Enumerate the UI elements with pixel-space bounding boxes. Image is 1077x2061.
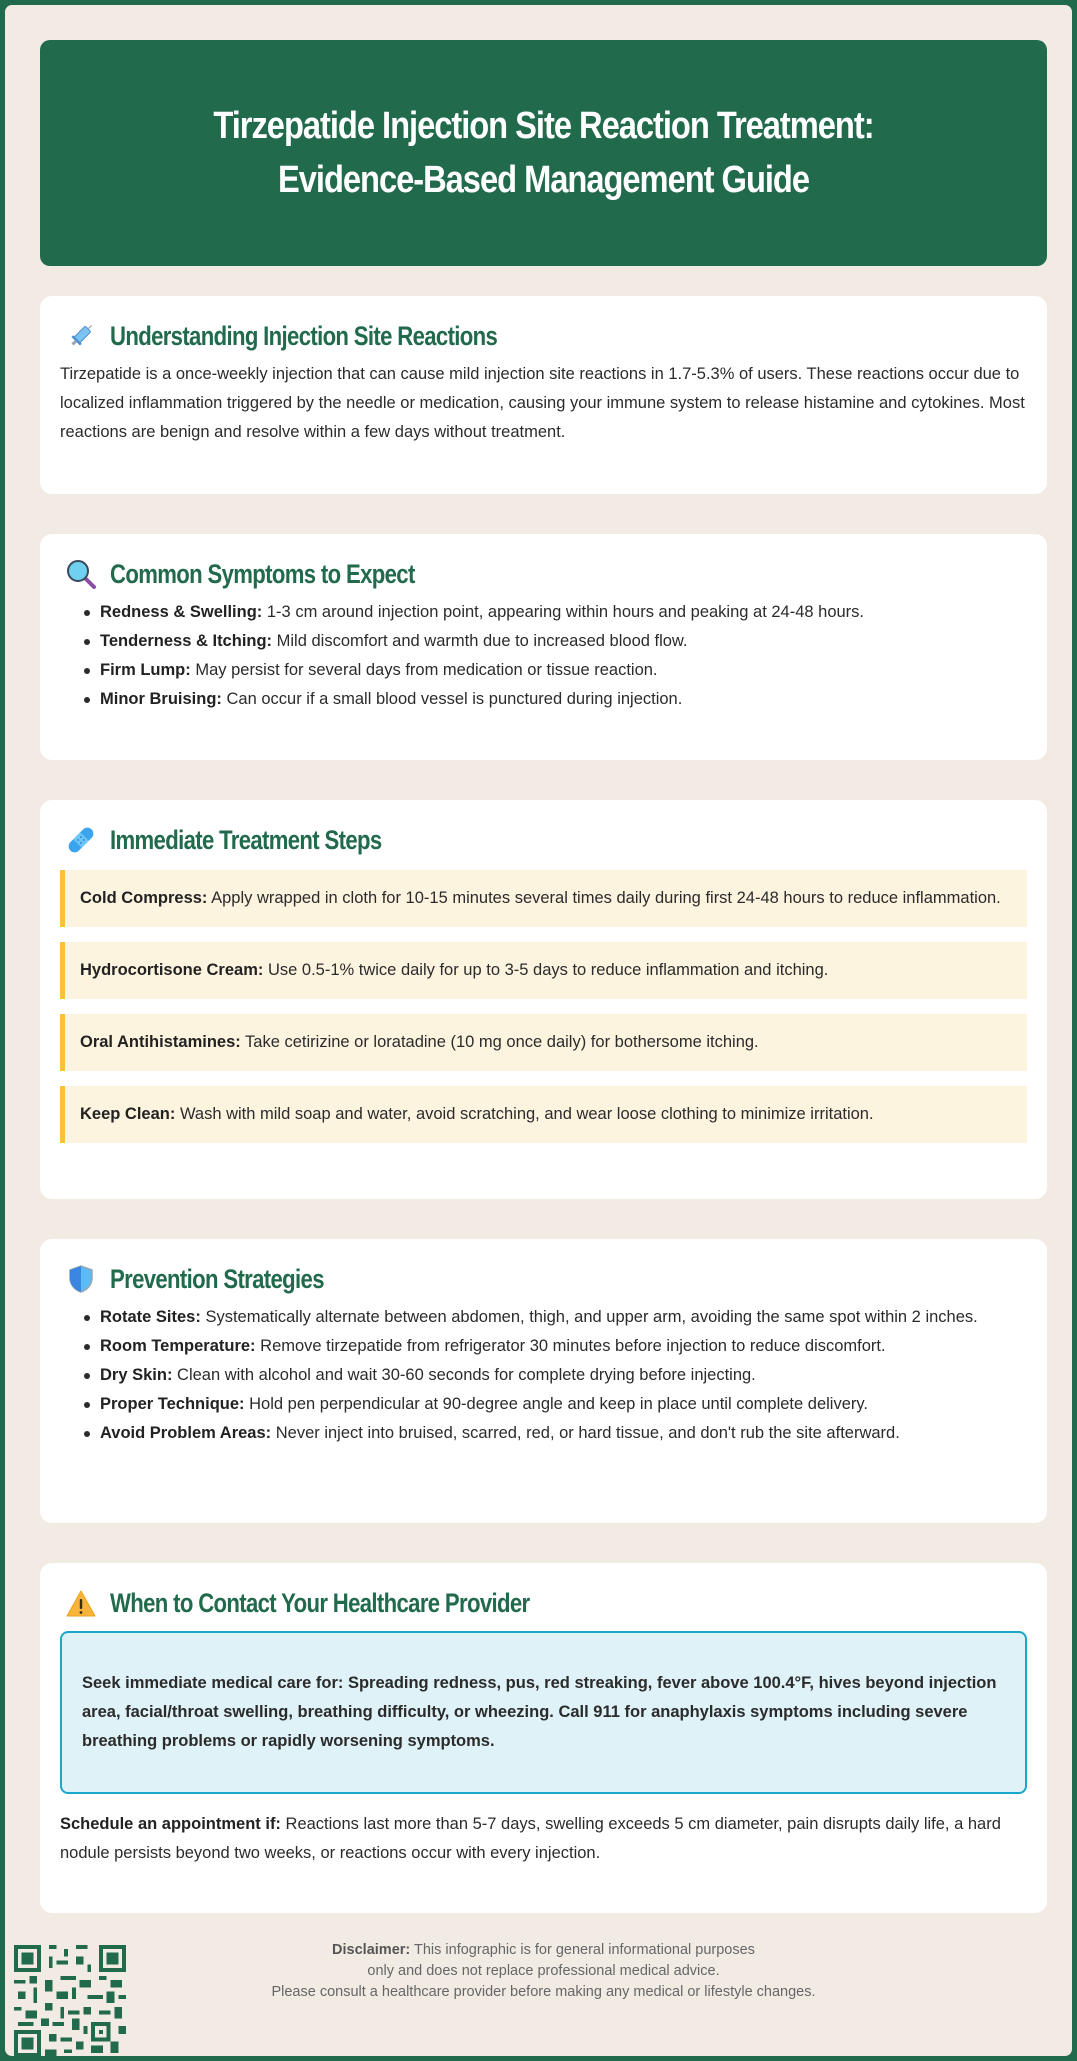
list-item: Tenderness & Itching: Mild discomfort and warmth due to increased blood flow.: [80, 627, 1027, 656]
warning-icon: [64, 1586, 98, 1620]
syringe-icon: [64, 319, 98, 353]
magnifier-icon: [64, 557, 98, 591]
list-item: Minor Bruising: Can occur if a small blood vessel is punctured during injection.: [80, 685, 1027, 714]
card-symptoms: [40, 534, 1047, 760]
list-item: Avoid Problem Areas: Never inject into bruised, scarred, red, or hard tissue, and don't rub the site afterward.: [80, 1419, 1027, 1448]
list-item: Room Temperature: Remove tirzepatide from refrigerator 30 minutes before injection to reduce discomfort.: [80, 1332, 1027, 1361]
prevention-list: [60, 1303, 1027, 1448]
list-item: Dry Skin: Clean with alcohol and wait 30-60 seconds for complete drying before injecting.: [80, 1361, 1027, 1390]
schedule-note: Schedule an appointment if: Reactions last more than 5-7 days, swelling exceeds 5 cm diameter, pain disrupts daily life, a hard nodule persists beyond two weeks, or reactions occur with every injection.: [60, 1815, 1001, 1862]
treatment-step: Oral Antihistamines: Take cetirizine or loratadine (10 mg once daily) for bothersome itching.: [60, 1014, 1027, 1071]
shield-icon: [64, 1262, 98, 1296]
list-item: Proper Technique: Hold pen perpendicular at 90-degree angle and keep in place until complete delivery.: [80, 1390, 1027, 1419]
section-body: Tirzepatide is a once-weekly injection that can cause mild injection site reactions in 1.7-5.3% of users. These reactions occur due to localized inflammation triggered by the needle or medication, causing your immune system to release histamine and cytokines. Most reactions are benign and resolve within a few days without treatment.: [60, 365, 1025, 441]
list-item: Firm Lump: May persist for several days from medication or tissue reaction.: [80, 656, 1027, 685]
section-title: Prevention Strategies: [110, 1263, 324, 1294]
treatment-step: Keep Clean: Wash with mild soap and water, avoid scratching, and wear loose clothing to minimize irritation.: [60, 1086, 1027, 1143]
disclaimer: Disclaimer: This infographic is for general informational purposes only and does not replace professional medical advice. Please consult a healthcare provider before making any medical or lifestyle changes.: [271, 1942, 816, 2000]
card-prevention: [40, 1239, 1047, 1523]
bandage-icon: [64, 823, 98, 857]
section-title: Understanding Injection Site Reactions: [110, 320, 498, 351]
section-title: When to Contact Your Healthcare Provider: [110, 1587, 530, 1618]
card-treatment: [40, 800, 1047, 1199]
symptom-list: [60, 598, 1027, 714]
treatment-step: Cold Compress: Apply wrapped in cloth for 10-15 minutes several times daily during first 24-48 hours to reduce inflammation.: [60, 870, 1027, 927]
section-title: Common Symptoms to Expect: [110, 558, 415, 589]
list-item: Redness & Swelling: 1-3 cm around injection point, appearing within hours and peaking at 24-48 hours.: [80, 598, 1027, 627]
treatment-step: Hydrocortisone Cream: Use 0.5-1% twice daily for up to 3-5 days to reduce inflammation and itching.: [60, 942, 1027, 999]
emergency-alert: Seek immediate medical care for: Spreading redness, pus, red streaking, fever above 100.4°F, hives beyond injection area, facial/throat swelling, breathing difficulty, or wheezing. Call 911 for anaphylaxis symptoms including severe breathing problems or rapidly worsening symptoms.: [60, 1631, 1027, 1794]
title-banner: [40, 40, 1047, 266]
page-title: Tirzepatide Injection Site Reaction Treatment: Evidence-Based Management Guide: [213, 105, 874, 201]
list-item: Rotate Sites: Systematically alternate between abdomen, thigh, and upper arm, avoiding the same spot within 2 inches.: [80, 1303, 1027, 1332]
section-title: Immediate Treatment Steps: [110, 824, 382, 855]
card-understanding: [40, 296, 1047, 494]
card-contact: [40, 1563, 1047, 1913]
